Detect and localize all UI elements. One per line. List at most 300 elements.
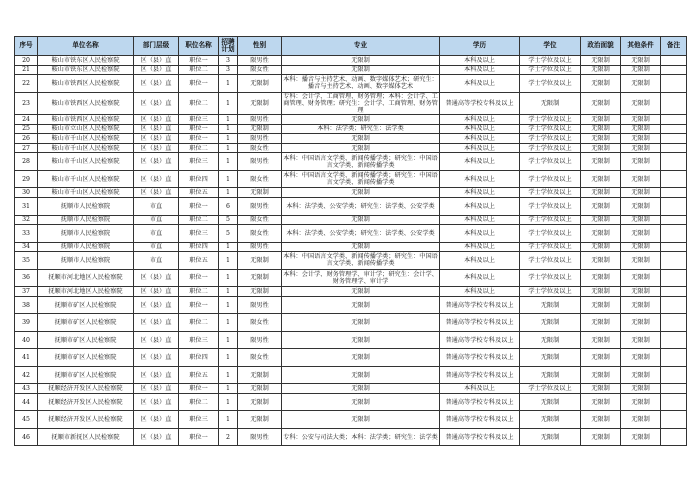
cell-gender: 无限制 xyxy=(238,411,282,429)
table-row xyxy=(15,188,687,198)
table-row xyxy=(15,366,687,384)
cell-gender: 限女性 xyxy=(238,225,282,243)
cell-unit: 鞍山市铁西区人民检察院 xyxy=(38,115,134,125)
cell-major: 无限制 xyxy=(282,215,440,225)
cell-other: 无限制 xyxy=(621,242,661,252)
cell-post: 职位一 xyxy=(179,124,219,134)
cell-post: 职位一 xyxy=(179,198,219,216)
cell-no: 23 xyxy=(15,92,38,114)
cell-degree: 学士学位及以上 xyxy=(520,124,581,134)
table-row xyxy=(15,349,687,367)
cell-education: 普通高等学校专科及以上 xyxy=(440,331,520,349)
cell-no: 41 xyxy=(15,349,38,367)
table-row xyxy=(15,428,687,446)
cell-politics: 无限制 xyxy=(581,411,621,429)
cell-note xyxy=(661,124,687,134)
cell-level: 区（县）直 xyxy=(134,393,179,411)
cell-post: 职位一 xyxy=(179,428,219,446)
header-major: 专业 xyxy=(282,37,440,56)
table-row xyxy=(15,170,687,188)
cell-politics: 无限制 xyxy=(581,349,621,367)
cell-major: 无限制 xyxy=(282,115,440,125)
cell-politics: 无限制 xyxy=(581,331,621,349)
cell-level: 区（县）直 xyxy=(134,124,179,134)
cell-note xyxy=(661,170,687,188)
cell-gender: 限男性 xyxy=(238,198,282,216)
cell-degree: 学士学位及以上 xyxy=(520,225,581,243)
table-row xyxy=(15,56,687,66)
cell-no: 30 xyxy=(15,188,38,198)
cell-unit: 鞍山市铁西区人民检察院 xyxy=(38,75,134,93)
cell-note xyxy=(661,296,687,314)
cell-education: 本科及以上 xyxy=(440,65,520,75)
cell-politics: 无限制 xyxy=(581,65,621,75)
cell-degree: 学士学位及以上 xyxy=(520,198,581,216)
cell-no: 37 xyxy=(15,287,38,297)
cell-degree: 学士学位及以上 xyxy=(520,115,581,125)
cell-post: 职位三 xyxy=(179,331,219,349)
cell-gender: 无限制 xyxy=(238,75,282,93)
cell-other: 无限制 xyxy=(621,115,661,125)
cell-unit: 抚顺市河北地区人民检察院 xyxy=(38,287,134,297)
cell-note xyxy=(661,215,687,225)
header-other: 其他条件 xyxy=(621,37,661,56)
cell-education: 本科及以上 xyxy=(440,287,520,297)
cell-unit: 鞍山市千山区人民检察院 xyxy=(38,153,134,171)
table-row xyxy=(15,124,687,134)
cell-education: 本科及以上 xyxy=(440,384,520,394)
cell-level: 区（县）直 xyxy=(134,65,179,75)
cell-unit: 抚顺市矿区人民检察院 xyxy=(38,314,134,332)
cell-education: 普通高等学校专科及以上 xyxy=(440,428,520,446)
table-row xyxy=(15,242,687,252)
header-post: 职位名称 xyxy=(179,37,219,56)
cell-level: 区（县）直 xyxy=(134,366,179,384)
table-row xyxy=(15,225,687,243)
cell-gender: 限女性 xyxy=(238,215,282,225)
cell-politics: 无限制 xyxy=(581,170,621,188)
cell-gender: 限女性 xyxy=(238,65,282,75)
cell-major: 无限制 xyxy=(282,296,440,314)
cell-note xyxy=(661,92,687,114)
cell-other: 无限制 xyxy=(621,65,661,75)
cell-plan: 1 xyxy=(219,92,238,114)
cell-no: 36 xyxy=(15,269,38,287)
cell-level: 区（县）直 xyxy=(134,134,179,144)
cell-plan: 5 xyxy=(219,215,238,225)
cell-gender: 限男性 xyxy=(238,296,282,314)
cell-gender: 无限制 xyxy=(238,393,282,411)
cell-post: 职位五 xyxy=(179,366,219,384)
cell-other: 无限制 xyxy=(621,153,661,171)
cell-other: 无限制 xyxy=(621,411,661,429)
cell-note xyxy=(661,314,687,332)
table-row xyxy=(15,198,687,216)
cell-politics: 无限制 xyxy=(581,428,621,446)
cell-note xyxy=(661,366,687,384)
cell-degree: 无限制 xyxy=(520,349,581,367)
cell-major: 无限制 xyxy=(282,188,440,198)
cell-unit: 抚顺市人民检察院 xyxy=(38,225,134,243)
cell-post: 职位三 xyxy=(179,225,219,243)
cell-other: 无限制 xyxy=(621,428,661,446)
cell-post: 职位一 xyxy=(179,75,219,93)
cell-politics: 无限制 xyxy=(581,198,621,216)
cell-level: 区（县）直 xyxy=(134,153,179,171)
cell-major: 无限制 xyxy=(282,393,440,411)
cell-gender: 无限制 xyxy=(238,92,282,114)
cell-post: 职位三 xyxy=(179,411,219,429)
cell-post: 职位一 xyxy=(179,269,219,287)
cell-unit: 抚顺市矿区人民检察院 xyxy=(38,331,134,349)
cell-no: 27 xyxy=(15,143,38,153)
table-row xyxy=(15,411,687,429)
cell-degree: 无限制 xyxy=(520,331,581,349)
cell-post: 职位一 xyxy=(179,56,219,66)
cell-major: 专科：公安与司法大类；本科：法学类；研究生：法学类 xyxy=(282,428,440,446)
cell-note xyxy=(661,242,687,252)
cell-education: 本科及以上 xyxy=(440,75,520,93)
cell-unit: 抚顺市河北地区人民检察院 xyxy=(38,269,134,287)
cell-education: 本科及以上 xyxy=(440,56,520,66)
cell-education: 普通高等学校专科及以上 xyxy=(440,393,520,411)
cell-unit: 抚顺市人民检察院 xyxy=(38,252,134,270)
cell-education: 本科及以上 xyxy=(440,215,520,225)
cell-note xyxy=(661,188,687,198)
cell-level: 市直 xyxy=(134,252,179,270)
cell-no: 24 xyxy=(15,115,38,125)
cell-education: 本科及以上 xyxy=(440,252,520,270)
cell-major: 本科：法学类、公安学类；研究生：法学类、公安学类 xyxy=(282,198,440,216)
table-row xyxy=(15,92,687,114)
cell-gender: 限女性 xyxy=(238,170,282,188)
cell-other: 无限制 xyxy=(621,92,661,114)
cell-note xyxy=(661,287,687,297)
cell-note xyxy=(661,225,687,243)
cell-note xyxy=(661,331,687,349)
cell-degree: 无限制 xyxy=(520,296,581,314)
cell-education: 本科及以上 xyxy=(440,188,520,198)
cell-no: 43 xyxy=(15,384,38,394)
cell-plan: 1 xyxy=(219,366,238,384)
cell-gender: 限男性 xyxy=(238,428,282,446)
cell-note xyxy=(661,349,687,367)
cell-degree: 学士学位及以上 xyxy=(520,75,581,93)
cell-other: 无限制 xyxy=(621,188,661,198)
cell-degree: 学士学位及以上 xyxy=(520,170,581,188)
cell-major: 无限制 xyxy=(282,411,440,429)
cell-no: 33 xyxy=(15,225,38,243)
cell-major: 本科：法学类、公安学类；研究生：法学类、公安学类 xyxy=(282,225,440,243)
cell-degree: 学士学位及以上 xyxy=(520,269,581,287)
cell-note xyxy=(661,115,687,125)
cell-other: 无限制 xyxy=(621,56,661,66)
cell-post: 职位四 xyxy=(179,349,219,367)
cell-degree: 无限制 xyxy=(520,92,581,114)
cell-degree: 学士学位及以上 xyxy=(520,252,581,270)
cell-education: 本科及以上 xyxy=(440,225,520,243)
cell-post: 职位一 xyxy=(179,134,219,144)
cell-level: 区（县）直 xyxy=(134,428,179,446)
cell-unit: 抚顺市新抚区人民检察院 xyxy=(38,428,134,446)
cell-unit: 抚顺经济开发区人民检察院 xyxy=(38,393,134,411)
cell-degree: 学士学位及以上 xyxy=(520,134,581,144)
cell-major: 本科：法学类；研究生：法学类 xyxy=(282,124,440,134)
cell-unit: 抚顺市矿区人民检察院 xyxy=(38,349,134,367)
cell-major: 无限制 xyxy=(282,331,440,349)
cell-level: 区（县）直 xyxy=(134,296,179,314)
cell-gender: 无限制 xyxy=(238,252,282,270)
cell-unit: 鞍山市千山区人民检察院 xyxy=(38,134,134,144)
cell-no: 34 xyxy=(15,242,38,252)
table-row xyxy=(15,252,687,270)
cell-post: 职位三 xyxy=(179,115,219,125)
cell-unit: 鞍山市铁西区人民检察院 xyxy=(38,92,134,114)
cell-plan: 1 xyxy=(219,170,238,188)
cell-post: 职位五 xyxy=(179,188,219,198)
cell-major: 本科：中国语言文学类、新闻传播学类；研究生：中国语言文学类、新闻传播学类 xyxy=(283,154,438,169)
cell-gender: 无限制 xyxy=(238,188,282,198)
cell-other: 无限制 xyxy=(621,314,661,332)
header-plan: 招聘计划 xyxy=(219,37,238,56)
table-row xyxy=(15,215,687,225)
cell-no: 22 xyxy=(15,75,38,93)
cell-plan: 1 xyxy=(219,296,238,314)
cell-no: 35 xyxy=(15,252,38,270)
cell-unit: 抚顺经济开发区人民检察院 xyxy=(38,411,134,429)
cell-post: 职位三 xyxy=(179,153,219,171)
cell-post: 职位二 xyxy=(179,143,219,153)
cell-gender: 限男性 xyxy=(238,153,282,171)
cell-major: 无限制 xyxy=(282,134,440,144)
cell-politics: 无限制 xyxy=(581,252,621,270)
cell-unit: 鞍山市千山区人民检察院 xyxy=(38,170,134,188)
cell-no: 32 xyxy=(15,215,38,225)
cell-unit: 抚顺市矿区人民检察院 xyxy=(38,296,134,314)
cell-education: 本科及以上 xyxy=(440,198,520,216)
cell-degree: 学士学位及以上 xyxy=(520,153,581,171)
header-no: 序号 xyxy=(15,37,38,56)
cell-education: 普通高等学校专科及以上 xyxy=(440,296,520,314)
cell-no: 40 xyxy=(15,331,38,349)
cell-major: 无限制 xyxy=(282,349,440,367)
cell-no: 38 xyxy=(15,296,38,314)
cell-level: 区（县）直 xyxy=(134,115,179,125)
cell-gender: 限男性 xyxy=(238,242,282,252)
cell-post: 职位二 xyxy=(179,287,219,297)
cell-major: 专科：会计学、工商管理、财务管理；本科：会计学、工商管理、财务管理；研究生：会计学、工商管理、财务管理 xyxy=(283,92,438,114)
cell-other: 无限制 xyxy=(621,296,661,314)
cell-note xyxy=(661,153,687,171)
cell-gender: 限男性 xyxy=(238,134,282,144)
cell-level: 市直 xyxy=(134,225,179,243)
cell-level: 市直 xyxy=(134,198,179,216)
cell-other: 无限制 xyxy=(621,287,661,297)
cell-gender: 无限制 xyxy=(238,269,282,287)
cell-no: 26 xyxy=(15,134,38,144)
cell-other: 无限制 xyxy=(621,170,661,188)
cell-note xyxy=(661,198,687,216)
table-row xyxy=(15,314,687,332)
cell-plan: 1 xyxy=(219,75,238,93)
cell-note xyxy=(661,428,687,446)
cell-education: 本科及以上 xyxy=(440,124,520,134)
cell-politics: 无限制 xyxy=(581,314,621,332)
cell-unit: 抚顺市人民检察院 xyxy=(38,198,134,216)
cell-major: 本科：播音与主持艺术、动画、数字媒体艺术；研究生：播音与主持艺术、动画、数字媒体艺术 xyxy=(283,76,438,91)
cell-major: 本科：会计学、财务管理学、审计学；研究生：会计学、财务管理学、审计学 xyxy=(283,270,438,285)
cell-degree: 学士学位及以上 xyxy=(520,287,581,297)
cell-gender: 无限制 xyxy=(238,287,282,297)
cell-other: 无限制 xyxy=(621,393,661,411)
cell-gender: 无限制 xyxy=(238,366,282,384)
cell-post: 职位四 xyxy=(179,242,219,252)
cell-plan: 1 xyxy=(219,331,238,349)
header-level: 部门层级 xyxy=(134,37,179,56)
cell-other: 无限制 xyxy=(621,75,661,93)
cell-plan: 1 xyxy=(219,349,238,367)
cell-education: 本科及以上 xyxy=(440,242,520,252)
cell-politics: 无限制 xyxy=(581,287,621,297)
cell-unit: 鞍山市铁东区人民检察院 xyxy=(38,65,134,75)
cell-degree: 学士学位及以上 xyxy=(520,384,581,394)
table-row xyxy=(15,331,687,349)
cell-no: 25 xyxy=(15,124,38,134)
cell-post: 职位二 xyxy=(179,215,219,225)
cell-degree: 学士学位及以上 xyxy=(520,56,581,66)
cell-post: 职位一 xyxy=(179,296,219,314)
cell-major: 无限制 xyxy=(282,56,440,66)
cell-other: 无限制 xyxy=(621,252,661,270)
cell-unit: 抚顺市矿区人民检察院 xyxy=(38,366,134,384)
cell-plan: 1 xyxy=(219,252,238,270)
cell-education: 本科及以上 xyxy=(440,134,520,144)
cell-education: 本科及以上 xyxy=(440,143,520,153)
cell-post: 职位一 xyxy=(179,384,219,394)
cell-other: 无限制 xyxy=(621,134,661,144)
cell-other: 无限制 xyxy=(621,269,661,287)
header-politics: 政治面貌 xyxy=(581,37,621,56)
header-degree: 学位 xyxy=(520,37,581,56)
cell-no: 31 xyxy=(15,198,38,216)
cell-education: 普通高等学校专科及以上 xyxy=(440,349,520,367)
table-row xyxy=(15,269,687,287)
cell-level: 区（县）直 xyxy=(134,349,179,367)
cell-unit: 抚顺市人民检察院 xyxy=(38,242,134,252)
cell-level: 区（县）直 xyxy=(134,75,179,93)
table-row xyxy=(15,115,687,125)
cell-level: 区（县）直 xyxy=(134,314,179,332)
cell-post: 职位四 xyxy=(179,170,219,188)
cell-unit: 鞍山市立山区人民检察院 xyxy=(38,124,134,134)
cell-plan: 1 xyxy=(219,287,238,297)
cell-unit: 抚顺市人民检察院 xyxy=(38,215,134,225)
cell-gender: 无限制 xyxy=(238,124,282,134)
cell-education: 普通高等学校专科及以上 xyxy=(440,314,520,332)
cell-politics: 无限制 xyxy=(581,92,621,114)
cell-education: 普通高等学校专科及以上 xyxy=(440,92,520,114)
cell-politics: 无限制 xyxy=(581,296,621,314)
cell-politics: 无限制 xyxy=(581,393,621,411)
cell-note xyxy=(661,143,687,153)
cell-plan: 1 xyxy=(219,384,238,394)
cell-no: 28 xyxy=(15,153,38,171)
cell-other: 无限制 xyxy=(621,349,661,367)
cell-plan: 1 xyxy=(219,269,238,287)
cell-degree: 学士学位及以上 xyxy=(520,215,581,225)
table-row xyxy=(15,393,687,411)
recruitment-table xyxy=(14,36,687,446)
cell-degree: 无限制 xyxy=(520,366,581,384)
cell-degree: 学士学位及以上 xyxy=(520,143,581,153)
cell-plan: 1 xyxy=(219,188,238,198)
table-row xyxy=(15,75,687,93)
header-education: 学历 xyxy=(440,37,520,56)
cell-politics: 无限制 xyxy=(581,143,621,153)
cell-politics: 无限制 xyxy=(581,75,621,93)
cell-other: 无限制 xyxy=(621,384,661,394)
cell-other: 无限制 xyxy=(621,124,661,134)
cell-degree: 无限制 xyxy=(520,411,581,429)
cell-other: 无限制 xyxy=(621,225,661,243)
table-row xyxy=(15,296,687,314)
cell-gender: 限女性 xyxy=(238,143,282,153)
cell-other: 无限制 xyxy=(621,198,661,216)
cell-note xyxy=(661,393,687,411)
cell-no: 42 xyxy=(15,366,38,384)
table-row xyxy=(15,153,687,171)
cell-other: 无限制 xyxy=(621,331,661,349)
cell-level: 区（县）直 xyxy=(134,384,179,394)
cell-note xyxy=(661,56,687,66)
cell-education: 普通高等学校专科及以上 xyxy=(440,366,520,384)
cell-gender: 限女性 xyxy=(238,314,282,332)
cell-unit: 抚顺经济开发区人民检察院 xyxy=(38,384,134,394)
cell-level: 区（县）直 xyxy=(134,331,179,349)
cell-other: 无限制 xyxy=(621,215,661,225)
cell-major: 无限制 xyxy=(282,314,440,332)
cell-major: 本科：中国语言文学类、新闻传播学类；研究生：中国语言文学类、新闻传播学类 xyxy=(283,253,438,268)
table-row xyxy=(15,134,687,144)
cell-level: 区（县）直 xyxy=(134,143,179,153)
cell-no: 29 xyxy=(15,170,38,188)
cell-level: 市直 xyxy=(134,242,179,252)
table-row xyxy=(15,143,687,153)
cell-note xyxy=(661,65,687,75)
cell-plan: 1 xyxy=(219,124,238,134)
cell-degree: 学士学位及以上 xyxy=(520,65,581,75)
cell-post: 职位二 xyxy=(179,92,219,114)
cell-level: 区（县）直 xyxy=(134,188,179,198)
header-note: 备注 xyxy=(661,37,687,56)
cell-degree: 学士学位及以上 xyxy=(520,188,581,198)
cell-gender: 限男性 xyxy=(238,115,282,125)
cell-plan: 1 xyxy=(219,134,238,144)
cell-major: 无限制 xyxy=(282,384,440,394)
cell-level: 区（县）直 xyxy=(134,92,179,114)
cell-plan: 1 xyxy=(219,115,238,125)
cell-major: 无限制 xyxy=(282,242,440,252)
cell-politics: 无限制 xyxy=(581,384,621,394)
cell-politics: 无限制 xyxy=(581,56,621,66)
cell-level: 区（县）直 xyxy=(134,287,179,297)
cell-level: 市直 xyxy=(134,215,179,225)
cell-politics: 无限制 xyxy=(581,153,621,171)
cell-plan: 1 xyxy=(219,393,238,411)
cell-politics: 无限制 xyxy=(581,188,621,198)
cell-gender: 无限制 xyxy=(238,384,282,394)
cell-plan: 1 xyxy=(219,314,238,332)
